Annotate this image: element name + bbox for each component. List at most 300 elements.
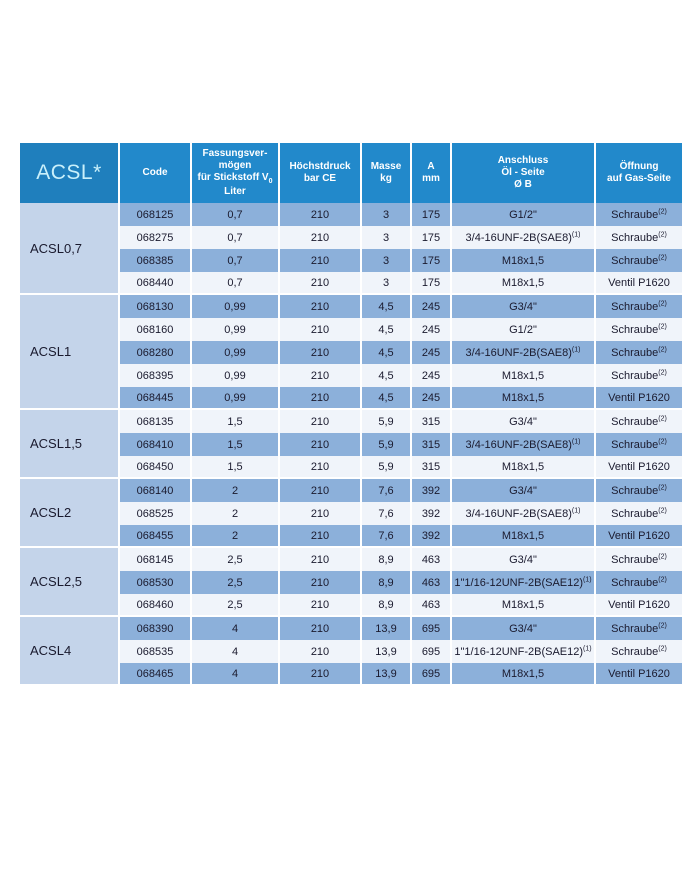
dimension-a-cell (412, 479, 452, 502)
capacity-cell (192, 272, 280, 295)
table-row (20, 272, 682, 295)
cell-text: 4 (231, 667, 239, 680)
dimension-a-cell (412, 663, 452, 686)
cell-text: 8,9 (378, 598, 394, 611)
capacity-cell (192, 249, 280, 272)
column-header-dim_a (412, 143, 452, 203)
table-row (20, 387, 682, 410)
pressure-cell (280, 548, 362, 571)
dimension-a-cell (412, 249, 452, 272)
cell-text: 068455 (136, 529, 174, 542)
opening-cell (596, 548, 682, 571)
mass-cell (362, 525, 412, 548)
cell-text: 245 (421, 369, 441, 382)
opening-cell (596, 203, 682, 226)
mass-cell (362, 617, 412, 640)
footnote-marker: (2) (658, 299, 667, 307)
cell-text: Ventil P1620 (608, 667, 670, 680)
cell-text: G3/4" (509, 622, 537, 635)
cell-text: Ventil P1620 (608, 276, 670, 289)
cell-text: 463 (421, 553, 441, 566)
cell-text: 068280 (136, 346, 174, 359)
table-header (20, 143, 682, 203)
capacity-cell (192, 364, 280, 387)
capacity-cell (192, 318, 280, 341)
cell-text: 245 (421, 391, 441, 404)
dimension-a-cell (412, 318, 452, 341)
cell-text: 068275 (136, 231, 174, 244)
cell-text: Ventil P1620 (608, 391, 670, 404)
column-header-line: mm (422, 173, 440, 184)
connection-cell (452, 226, 596, 249)
column-header-line: Ø B (514, 178, 532, 190)
cell-text: 0,99 (224, 369, 246, 382)
pressure-cell (280, 410, 362, 433)
table-row (20, 594, 682, 617)
dimension-a-cell (412, 571, 452, 594)
cell-text: 210 (310, 438, 330, 451)
table-row (20, 295, 682, 318)
cell-text: 695 (421, 667, 441, 680)
mass-cell (362, 571, 412, 594)
table-row (20, 456, 682, 479)
cell-text: 1"1/16-12UNF-2B(SAE12) (454, 645, 584, 658)
pressure-cell (280, 502, 362, 525)
opening-cell (596, 502, 682, 525)
column-header-line: Öffnung (619, 161, 659, 173)
dimension-a-cell (412, 640, 452, 663)
column-header-line: ACSL* (36, 160, 102, 184)
connection-cell (452, 617, 596, 640)
mass-cell (362, 594, 412, 617)
cell-text: 175 (421, 276, 441, 289)
opening-cell (596, 318, 682, 341)
dimension-a-cell (412, 456, 452, 479)
column-header-line: Höchstdruck (289, 161, 351, 173)
cell-text: Ventil P1620 (608, 460, 670, 473)
cell-text: 463 (421, 598, 441, 611)
column-header-capacity (192, 143, 280, 203)
pressure-cell (280, 364, 362, 387)
cell-text: 7,6 (378, 529, 394, 542)
group-label-acsl1-5: ACSL1,5 (20, 410, 120, 479)
dimension-a-cell (412, 226, 452, 249)
group-label-acsl2: ACSL2 (20, 479, 120, 548)
pressure-cell (280, 571, 362, 594)
connection-cell (452, 410, 596, 433)
pressure-cell (280, 456, 362, 479)
cell-text: 210 (310, 231, 330, 244)
cell-text: 5,9 (378, 438, 394, 451)
pressure-cell (280, 272, 362, 295)
cell-text: Schraube (611, 346, 659, 359)
dimension-a-cell (412, 364, 452, 387)
code-cell (120, 249, 192, 272)
cell-text: 210 (310, 323, 330, 336)
mass-cell (362, 663, 412, 686)
cell-text: 3/4-16UNF-2B(SAE8) (465, 438, 572, 451)
opening-cell (596, 249, 682, 272)
cell-text: Schraube (611, 507, 659, 520)
footnote-marker: (1) (571, 437, 581, 445)
cell-text: 068530 (136, 576, 174, 589)
cell-text: M18x1,5 (501, 529, 545, 542)
capacity-cell (192, 617, 280, 640)
cell-text: 0,99 (224, 346, 246, 359)
table-row (20, 410, 682, 433)
footnote-marker: (1) (571, 506, 581, 514)
cell-text: G3/4" (509, 415, 537, 428)
connection-cell (452, 203, 596, 226)
footnote-marker: (2) (658, 368, 667, 376)
mass-cell (362, 318, 412, 341)
cell-text: 3 (382, 254, 390, 267)
connection-cell (452, 387, 596, 410)
mass-cell (362, 410, 412, 433)
code-cell (120, 663, 192, 686)
cell-text: 210 (310, 507, 330, 520)
footnote-marker: (2) (658, 575, 667, 583)
column-header-code (120, 143, 192, 203)
cell-text: M18x1,5 (501, 391, 545, 404)
cell-text: G3/4" (509, 300, 537, 313)
cell-text: 210 (310, 346, 330, 359)
cell-text: 0,7 (227, 208, 243, 221)
capacity-cell (192, 226, 280, 249)
pressure-cell (280, 617, 362, 640)
cell-text: 175 (421, 208, 441, 221)
pressure-cell (280, 525, 362, 548)
column-header-mass (362, 143, 412, 203)
connection-cell (452, 364, 596, 387)
table-row (20, 341, 682, 364)
cell-text: 315 (421, 460, 441, 473)
cell-text: M18x1,5 (501, 254, 545, 267)
cell-text: 068535 (136, 645, 174, 658)
cell-text: 210 (310, 484, 330, 497)
cell-text: 2 (231, 507, 239, 520)
cell-text: 210 (310, 553, 330, 566)
cell-text: 3 (382, 208, 390, 221)
cell-text: 5,9 (378, 415, 394, 428)
cell-text: G3/4" (509, 484, 537, 497)
opening-cell (596, 617, 682, 640)
capacity-cell (192, 387, 280, 410)
connection-cell (452, 594, 596, 617)
mass-cell (362, 341, 412, 364)
cell-text: 068440 (136, 276, 174, 289)
table-row (20, 663, 682, 686)
column-header-pressure (280, 143, 362, 203)
table-row (20, 548, 682, 571)
connection-cell (452, 479, 596, 502)
cell-text: 3/4-16UNF-2B(SAE8) (465, 507, 572, 520)
table-row (20, 433, 682, 456)
mass-cell (362, 456, 412, 479)
connection-cell (452, 456, 596, 479)
mass-cell (362, 502, 412, 525)
dimension-a-cell (412, 272, 452, 295)
mass-cell (362, 479, 412, 502)
cell-text: 13,9 (375, 645, 397, 658)
pressure-cell (280, 203, 362, 226)
code-cell (120, 387, 192, 410)
connection-cell (452, 640, 596, 663)
column-header-line: Masse (370, 161, 402, 173)
column-header-line: kg (380, 173, 392, 184)
cell-text: 463 (421, 576, 441, 589)
cell-text: 210 (310, 598, 330, 611)
opening-cell (596, 272, 682, 295)
pressure-cell (280, 433, 362, 456)
cell-text: G3/4" (509, 553, 537, 566)
table-row (20, 571, 682, 594)
cell-text: 5,9 (378, 460, 394, 473)
cell-text: Schraube (611, 645, 659, 658)
mass-cell (362, 226, 412, 249)
connection-cell (452, 663, 596, 686)
cell-text: 068160 (136, 323, 174, 336)
cell-text: Ventil P1620 (608, 529, 670, 542)
cell-text: 245 (421, 300, 441, 313)
pressure-cell (280, 594, 362, 617)
cell-text: 4,5 (378, 323, 394, 336)
cell-text: 315 (421, 415, 441, 428)
connection-cell (452, 525, 596, 548)
code-cell (120, 456, 192, 479)
table-row (20, 249, 682, 272)
opening-cell (596, 663, 682, 686)
pressure-cell (280, 249, 362, 272)
footnote-marker: (2) (658, 644, 667, 652)
table-row (20, 502, 682, 525)
cell-text: 175 (421, 231, 441, 244)
footnote-marker: (2) (658, 437, 667, 445)
code-cell (120, 341, 192, 364)
cell-text: 210 (310, 576, 330, 589)
column-header-line: Anschluss (497, 155, 549, 167)
cell-text: Schraube (611, 369, 659, 382)
cell-text: 210 (310, 645, 330, 658)
subscript-zero: 0 (268, 177, 273, 185)
cell-text: Schraube (611, 438, 659, 451)
column-header-line: A (427, 161, 435, 173)
cell-text: G1/2" (509, 323, 537, 336)
opening-cell (596, 571, 682, 594)
cell-text: 8,9 (378, 576, 394, 589)
dimension-a-cell (412, 341, 452, 364)
cell-text: 2,5 (227, 553, 243, 566)
column-header-line: Fassungsver- (202, 148, 268, 160)
cell-text: M18x1,5 (501, 369, 545, 382)
code-cell (120, 433, 192, 456)
capacity-cell (192, 433, 280, 456)
cell-text: Schraube (611, 576, 659, 589)
cell-text: 068465 (136, 667, 174, 680)
cell-text: 210 (310, 529, 330, 542)
mass-cell (362, 548, 412, 571)
cell-text: Schraube (611, 553, 659, 566)
cell-text: Schraube (611, 254, 659, 267)
opening-cell (596, 594, 682, 617)
cell-text: Schraube (611, 622, 659, 635)
cell-text: 392 (421, 484, 441, 497)
table-row (20, 479, 682, 502)
capacity-cell (192, 640, 280, 663)
dimension-a-cell (412, 433, 452, 456)
column-header-line: Liter (224, 186, 246, 198)
cell-text: Schraube (611, 415, 659, 428)
cell-text: 8,9 (378, 553, 394, 566)
connection-cell (452, 272, 596, 295)
column-header-line: für Stickstoff $V_0$ (197, 171, 273, 185)
capacity-cell (192, 548, 280, 571)
footnote-marker: (2) (658, 483, 667, 491)
cell-text: 13,9 (375, 622, 397, 635)
column-header-line: Öl - Seite (501, 167, 545, 179)
cell-text: 4,5 (378, 346, 394, 359)
code-cell (120, 410, 192, 433)
cell-text: 392 (421, 529, 441, 542)
cell-text: 315 (421, 438, 441, 451)
column-header-opening (596, 143, 682, 203)
opening-cell (596, 525, 682, 548)
footnote-marker: (2) (658, 552, 667, 560)
cell-text: 4,5 (378, 300, 394, 313)
cell-text: 0,99 (224, 391, 246, 404)
cell-text: 068390 (136, 622, 174, 635)
footnote-marker: (2) (658, 414, 667, 422)
pressure-cell (280, 341, 362, 364)
mass-cell (362, 364, 412, 387)
table-row (20, 525, 682, 548)
opening-cell (596, 364, 682, 387)
pressure-cell (280, 640, 362, 663)
pressure-cell (280, 226, 362, 249)
cell-text: 210 (310, 667, 330, 680)
dimension-a-cell (412, 617, 452, 640)
opening-cell (596, 226, 682, 249)
pressure-cell (280, 479, 362, 502)
group-label-acsl1: ACSL1 (20, 295, 120, 410)
opening-cell (596, 433, 682, 456)
capacity-cell (192, 571, 280, 594)
cell-text: 068445 (136, 391, 174, 404)
capacity-cell (192, 479, 280, 502)
cell-text: M18x1,5 (501, 598, 545, 611)
cell-text: 2,5 (227, 598, 243, 611)
footnote-marker: (1) (571, 345, 581, 353)
cell-text: 210 (310, 300, 330, 313)
code-cell (120, 318, 192, 341)
cell-text: 3 (382, 276, 390, 289)
cell-text: 068460 (136, 598, 174, 611)
cell-text: 1,5 (227, 460, 243, 473)
cell-text: 3/4-16UNF-2B(SAE8) (465, 231, 572, 244)
cell-text: 0,7 (227, 254, 243, 267)
code-cell (120, 226, 192, 249)
table-body (20, 203, 682, 686)
capacity-cell (192, 663, 280, 686)
dimension-a-cell (412, 295, 452, 318)
cell-text: 2,5 (227, 576, 243, 589)
mass-cell (362, 272, 412, 295)
capacity-cell (192, 341, 280, 364)
table-row (20, 318, 682, 341)
cell-text: 068385 (136, 254, 174, 267)
dimension-a-cell (412, 548, 452, 571)
connection-cell (452, 502, 596, 525)
footnote-marker: (1) (583, 575, 592, 583)
column-header-line: Code (142, 167, 168, 179)
mass-cell (362, 640, 412, 663)
column-header-connection (452, 143, 596, 203)
cell-text: 13,9 (375, 667, 397, 680)
code-cell (120, 272, 192, 295)
cell-text: 3/4-16UNF-2B(SAE8) (465, 346, 572, 359)
footnote-marker: (2) (658, 230, 667, 238)
header-row (20, 143, 682, 203)
dimension-a-cell (412, 410, 452, 433)
cell-text: 392 (421, 507, 441, 520)
cell-text: 0,99 (224, 300, 246, 313)
capacity-cell (192, 525, 280, 548)
opening-cell (596, 479, 682, 502)
cell-text: 068410 (136, 438, 174, 451)
code-cell (120, 479, 192, 502)
cell-text: 210 (310, 622, 330, 635)
cell-text: Ventil P1620 (608, 598, 670, 611)
dimension-a-cell (412, 525, 452, 548)
cell-text: G1/2" (509, 208, 537, 221)
opening-cell (596, 640, 682, 663)
cell-text: 210 (310, 460, 330, 473)
cell-text: Schraube (611, 208, 659, 221)
code-cell (120, 548, 192, 571)
cell-text: 695 (421, 645, 441, 658)
dimension-a-cell (412, 387, 452, 410)
footnote-marker: (2) (658, 322, 667, 330)
code-cell (120, 295, 192, 318)
connection-cell (452, 341, 596, 364)
connection-cell (452, 295, 596, 318)
table-row (20, 364, 682, 387)
cell-text: 068395 (136, 369, 174, 382)
footnote-marker: (2) (658, 621, 667, 629)
capacity-cell (192, 203, 280, 226)
cell-text: 4,5 (378, 369, 394, 382)
dimension-a-cell (412, 502, 452, 525)
capacity-cell (192, 502, 280, 525)
code-cell (120, 640, 192, 663)
opening-cell (596, 295, 682, 318)
cell-text: 4,5 (378, 391, 394, 404)
code-cell (120, 525, 192, 548)
cell-text: 1,5 (227, 438, 243, 451)
column-header-model (20, 143, 120, 203)
group-label-acsl0-7: ACSL0,7 (20, 203, 120, 295)
cell-text: 2 (231, 529, 239, 542)
cell-text: 175 (421, 254, 441, 267)
cell-text: 2 (231, 484, 239, 497)
table-row (20, 203, 682, 226)
column-header-line: auf Gas-Seite (607, 173, 671, 184)
code-cell (120, 364, 192, 387)
cell-text: 4 (231, 645, 239, 658)
table-row (20, 226, 682, 249)
mass-cell (362, 249, 412, 272)
connection-cell (452, 433, 596, 456)
